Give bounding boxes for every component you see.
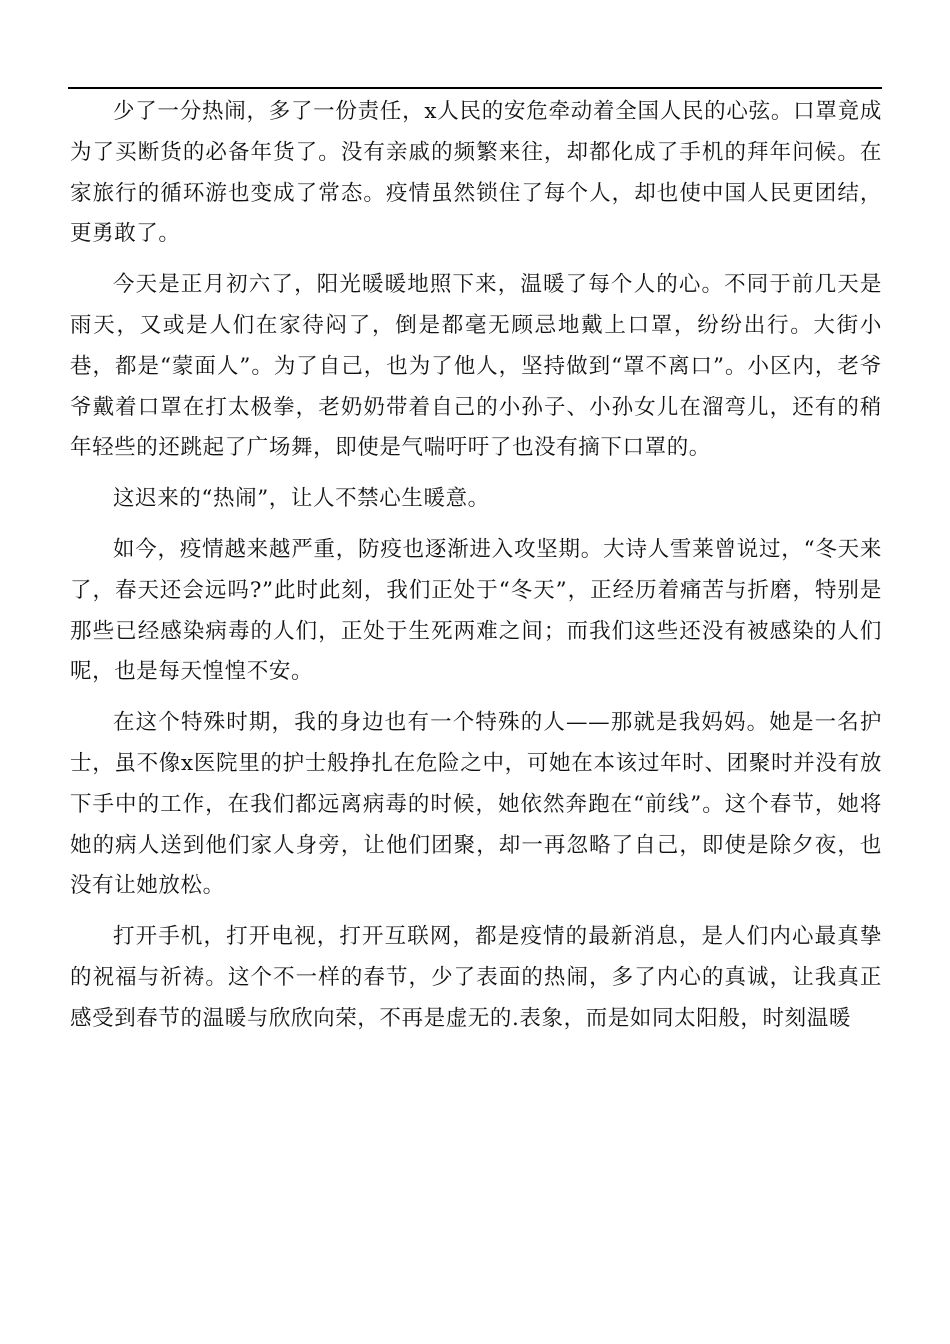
paragraph-1: 少了一分热闹，多了一份责任，x人民的安危牵动着全国人民的心弦。口罩竟成为了买断货的必备年货了。没有亲戚的频繁来往，却都化成了手机的拜年问候。在家旅行的循环游也变成了常态。疫情虽然锁住了每个人，却也使中国人民更团结，更勇敢了。 [70, 99, 882, 247]
paragraph-4: 如今，疫情越来越严重，防疫也逐渐进入攻坚期。大诗人雪莱曾说过，“冬天来了，春天还会远吗?”此时此刻，我们正处于“冬天”，正经历着痛苦与折磨，特别是那些已经感染病毒的人们，正处于生死两难之间；而我们这些还没有被感染的人们呢，也是每天惶惶不安。 [70, 536, 882, 685]
paragraph-6: 打开手机，打开电视，打开互联网，都是疫情的最新消息，是人们内心最真挚的祝福与祈祷。这个不一样的春节，少了表面的热闹，多了内心的真诚，让我真正感受到春节的温暖与欣欣向荣，不再是虚无的.表象，而是如同太阳般，时刻温暖 [70, 924, 882, 1031]
paragraph-2: 今天是正月初六了，阳光暖暖地照下来，温暖了每个人的心。不同于前几天是雨天，又或是人们在家待闷了，倒是都毫无顾忌地戴上口罩，纷纷出行。大街小巷，都是“蒙面人”。为了自己，也为了他人，坚持做到“罩不离口”。小区内，老爷爷戴着口罩在打太极拳，老奶奶带着自己的小孙子、小孙女儿在溜弯儿，还有的稍年轻些的还跳起了广场舞，即使是气喘吁吁了也没有摘下口罩的。 [70, 272, 882, 461]
header-rule [68, 87, 882, 89]
paragraph-3: 这迟来的“热闹”，让人不禁心生暖意。 [113, 486, 490, 512]
document-body [70, 92, 882, 1050]
paragraph-5: 在这个特殊时期，我的身边也有一个特殊的人——那就是我妈妈。她是一名护士，虽不像x医院里的护士般挣扎在危险之中，可她在本该过年时、团聚时并没有放下手中的工作，在我们都远离病毒的时候，她依然奔跑在“前线”。这个春节，她将她的病人送到他们家人身旁，让他们团聚，却一再忽略了自己，即使是除夕夜，也没有让她放松。 [70, 710, 882, 899]
